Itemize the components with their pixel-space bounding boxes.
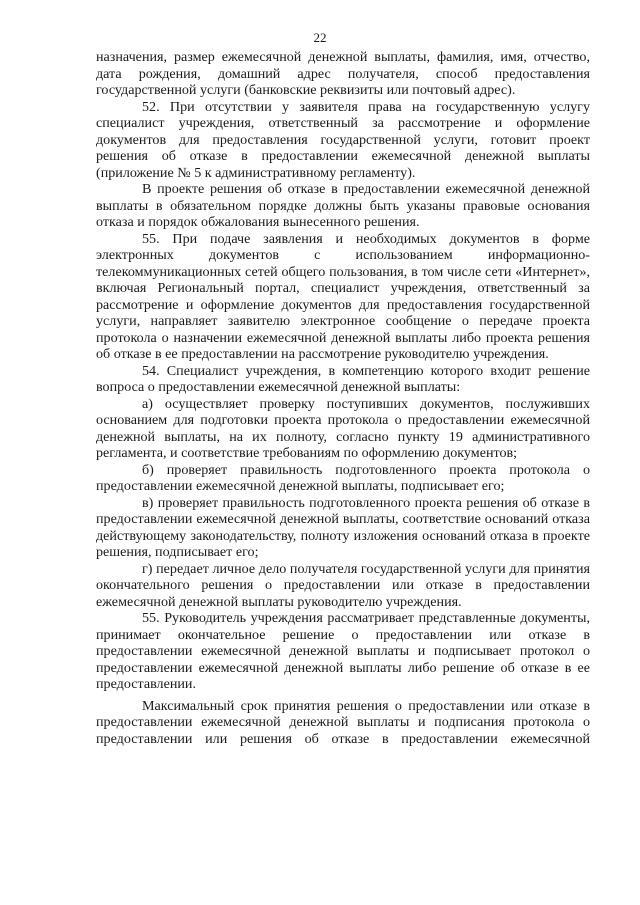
paragraph-55-head: 55. Руководитель учреждения рассматривает представленные документы, принимает окончательное решение о предоставлении или отказе в предоставлении ежемесячной денежной выплаты и подписывает протокол о предоставлении ежемесячной денежной выплаты либо решение об отказе в ее предоставлении. xyxy=(96,610,590,692)
paragraph-55-electronic: 55. При подаче заявления и необходимых документов в форме электронных документов с использованием информационно-телекоммуникационных сетей общего пользования, в том числе сети «Интернет», включая Региональный портал, специалист учреждения, ответственный за рассмотрение и оформление документов для предоставления государственной услуги, направляет заявителю электронное сообщение о передаче проекта протокола о назначении ежемесячной денежной выплаты либо проекта решения об отказе в ее предоставлении на рассмотрение руководителю учреждения. xyxy=(96,230,590,362)
paragraph-refusal-project: В проекте решения об отказе в предоставлении ежемесячной денежной выплаты в обязательном порядке должны быть указаны правовые основания отказа и порядок обжалования вынесенного решения. xyxy=(96,181,590,230)
paragraph-54-v: в) проверяет правильность подготовленного проекта решения об отказе в предоставлении ежемесячной денежной выплаты, соответствие оснований отказа действующему законодательству, полноту изложения оснований отказа в проекте решения, подписывает его; xyxy=(96,494,590,560)
paragraph-54-b: б) проверяет правильность подготовленного проекта протокола о предоставлении ежемесячной денежной выплаты, подписывает его; xyxy=(96,461,590,494)
document-body xyxy=(96,49,590,747)
page-number: 22 xyxy=(313,30,327,45)
paragraph-52: 52. При отсутствии у заявителя права на государственную услугу специалист учреждения, ответственный за рассмотрение и оформление документов для предоставления государственной услуги, готовит проект решения об отказе в предоставлении ежемесячной денежной выплаты (приложение № 5 к административному регламенту). xyxy=(96,98,590,181)
paragraph-54: 54. Специалист учреждения, в компетенцию которого входит решение вопроса о предоставлении ежемесячной денежной выплаты: xyxy=(96,362,590,395)
paragraph-54-a: а) осуществляет проверку поступивших документов, послуживших основанием для подготовки проекта протокола о предоставлении ежемесячной денежной выплаты, на их полноту, согласно пункту 19 административного регламента, и соответствие требованиям по оформлению документов; xyxy=(96,395,590,461)
paragraph-54-g: г) передает личное дело получателя государственной услуги для принятия окончательного решения о предоставлении или отказе в предоставлении ежемесячной денежной выплаты руководителю учреждения. xyxy=(96,560,590,610)
paragraph-max-term: Максимальный срок принятия решения о предоставлении или отказе в предоставлении ежемесячной денежной выплаты и подписания протокола о предоставлении или решения об отказе в предоставлении ежемесячной xyxy=(96,697,590,747)
paragraph-continuation: назначения, размер ежемесячной денежной выплаты, фамилия, имя, отчество, дата рождения, домашний адрес получателя, способ предоставления государственной услуги (банковские реквизиты или почтовый адрес). xyxy=(96,49,590,98)
